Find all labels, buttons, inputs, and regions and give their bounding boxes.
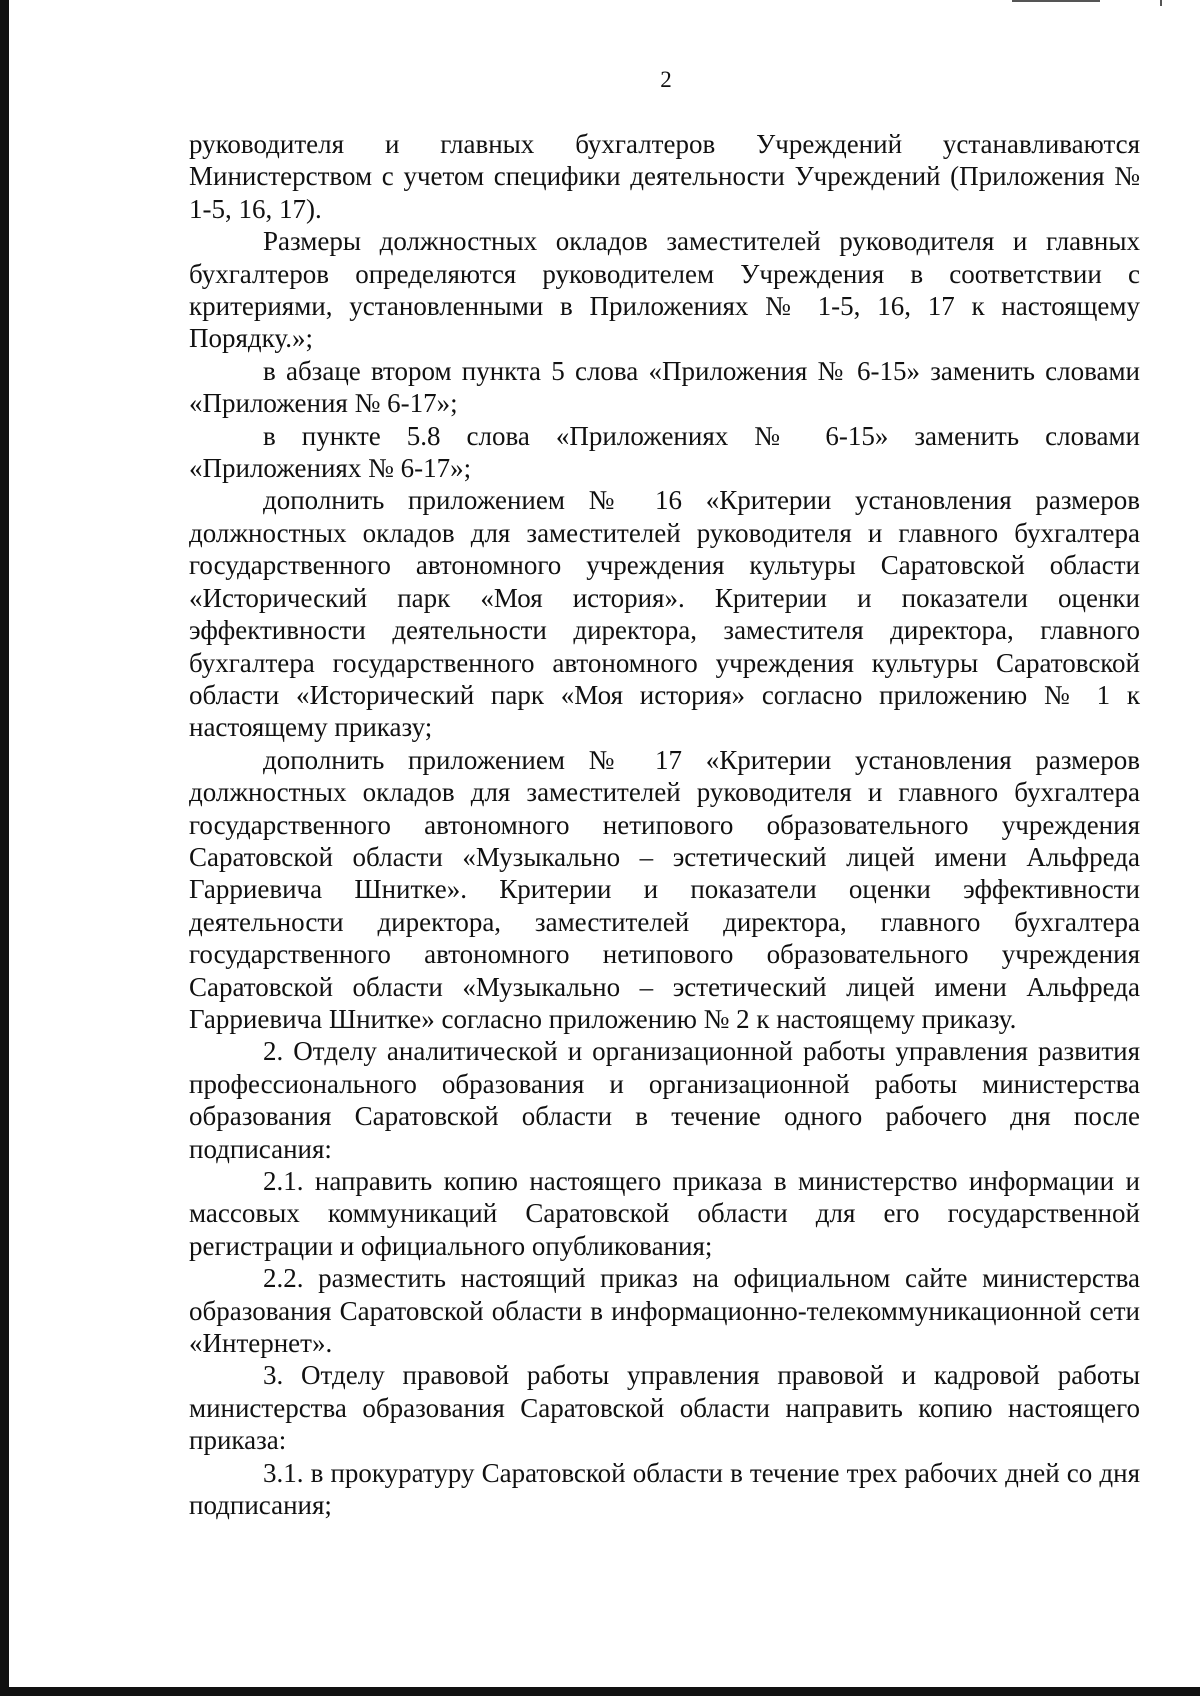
paragraph-appendix-16: дополнить приложением № 16 «Критерии установления размеров должностных окладов для заместителей руководителя и главного бухгалтера государственного автономного учреждения культуры Саратовской области «Исторический парк «Моя история». Критерии и показатели оценки эффективности деятельности директора, заместителя директора, главного бухгалтера государственного автономного учреждения культуры Саратовской области «Исторический парк «Моя история» согласно приложению № 1 к настоящему приказу; — [189, 485, 1140, 743]
paragraph-amend-clause-5: в абзаце втором пункта 5 слова «Приложения № 6-15» заменить словами «Приложения № 6-17»; — [189, 355, 1140, 419]
paragraph-continuation: руководителя и главных бухгалтеров Учреждений устанавливаются Министерством с учетом специфики деятельности Учреждений (Приложения № 1-5, 16, 17). — [189, 129, 1140, 224]
scan-border-left — [0, 0, 9, 1696]
paragraph-item-2: 2. Отделу аналитической и организационной работы управления развития профессионального образования и организационной работы министерства образования Саратовской области в течение одного рабочего дня после подписания: — [189, 1036, 1140, 1164]
page-number: 2 — [660, 67, 672, 92]
paragraph-item-2-1: 2.1. направить копию настоящего приказа в министерство информации и массовых коммуникаций Саратовской области для его государственной регистрации и официального опубликования; — [189, 1166, 1140, 1261]
paragraph-salary-sizes: Размеры должностных окладов заместителей руководителя и главных бухгалтеров определяются руководителем Учреждения в соответствии с критериями, установленными в Приложениях № 1-5, 16, 17 к настоящему Порядку.»; — [189, 226, 1140, 354]
document-body — [189, 128, 1140, 1521]
scan-mark-top — [1012, 0, 1100, 2]
paragraph-item-3-1: 3.1. в прокуратуру Саратовской области в течение трех рабочих дней со дня подписания; — [189, 1457, 1140, 1521]
paragraph-item-3: 3. Отделу правовой работы управления правовой и кадровой работы министерства образования Саратовской области направить копию настоящего приказа: — [189, 1360, 1140, 1456]
scan-border-bottom — [0, 1687, 1200, 1696]
scan-mark-right — [1160, 0, 1162, 6]
paragraph-amend-clause-5-8: в пункте 5.8 слова «Приложениях № 6-15» заменить словами «Приложениях № 6-17»; — [189, 420, 1140, 484]
paragraph-item-2-2: 2.2. разместить настоящий приказ на официальном сайте министерства образования Саратовской области в информационно-телекоммуникационной сети «Интернет». — [189, 1263, 1140, 1359]
paragraph-appendix-17: дополнить приложением № 17 «Критерии установления размеров должностных окладов для заместителей руководителя и главного бухгалтера государственного автономного нетипового образовательного учреждения Саратовской области «Музыкально – эстетический лицей имени Альфреда Гарриевича Шнитке». Критерии и показатели оценки эффективности деятельности директора, заместителей директора, главного бухгалтера государственного автономного нетипового образовательного учреждения Саратовской области «Музыкально – эстетический лицей имени Альфреда Гарриевича Шнитке» согласно приложению № 2 к настоящему приказу. — [189, 744, 1140, 1034]
